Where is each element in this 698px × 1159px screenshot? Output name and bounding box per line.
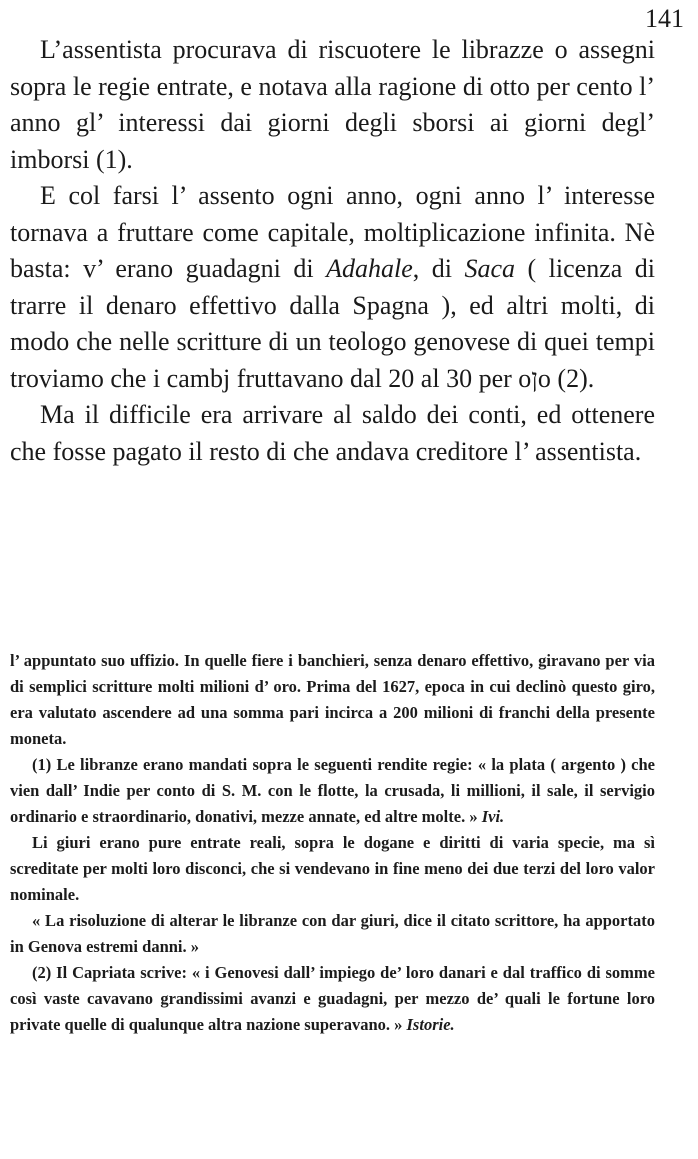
paragraph-2-part-c: ( licenza di trarre il denaro effettivo dalla Spagna ), ed altri molti, di modo che nelle scritture di un teologo genovese di quei tempi troviamo che i cambj fruttavano dal 20 al 30 per oןo (2). — [10, 254, 655, 393]
term-saca: Saca — [464, 254, 516, 283]
footnote-continuation: l’ appuntato suo uffizio. In quelle fiere i banchieri, senza denaro effettivo, giravano per via di semplici scritture molti milioni d’ oro. Prima del 1627, epoca in cui declinò questo giro, era valutato ascendere ad una somma pari incirca a 200 milioni di franchi della presente moneta. — [10, 651, 655, 748]
footnote-1-paragraph-3: « La risoluzione di alterar le libranze con dar giuri, dice il citato scrittore, ha apportato in Genova estremi danni. » — [10, 911, 655, 956]
footnote-2 — [10, 960, 655, 1038]
paragraph-3: Ma il difficile era arrivare al saldo dei conti, ed ottenere che fosse pagato il resto di che andava creditore l’ assentista. — [10, 400, 655, 466]
paragraph-2-part-a: E col farsi l’ assento ogni anno, ogni anno l’ interesse tornava a fruttare come capitale, moltiplicazione infinita. Nè basta: v’ erano guadagni di — [10, 181, 655, 283]
footnote-1-text: (1) Le libranze erano mandati sopra le seguenti rendite regie: « la plata ( argento ) che vien dall’ Indie per conto di S. M. con le flotte, la crusada, li millioni, il sale, il servigio ordinario e straordinario, donativi, mezze annate, ed altre molte. » — [10, 755, 655, 826]
footnote-2-source: Istorie. — [406, 1015, 455, 1034]
paragraph-2 — [10, 178, 655, 397]
footnotes — [10, 648, 655, 1038]
page-number: 141 — [645, 4, 684, 33]
main-text-body — [10, 32, 655, 470]
footnote-1-source: Ivi. — [481, 807, 505, 826]
paragraph-1: L’assentista procurava di riscuotere le librazze o assegni sopra le regie entrate, e notava alla ragione di otto per cento l’ anno gl’ interessi dai giorni degli sborsi ai giorni degl’ imborsi (1). — [10, 35, 655, 174]
paragraph-2-part-b: , di — [412, 254, 465, 283]
footnote-2-text: (2) Il Capriata scrive: « i Genovesi dall’ impiego de’ loro danari e dal traffico di somme così vaste cavavano grandissimi avanzi e guadagni, per mezzo de’ quali le fortune loro private quelle di qualunque altra nazione superavano. » — [10, 963, 655, 1034]
term-adahale: Adahale — [326, 254, 413, 283]
footnote-1 — [10, 752, 655, 830]
footnote-1-paragraph-2: Li giuri erano pure entrate reali, sopra le dogane e diritti di varia specie, ma sì screditate per molti loro disconci, che si vendevano in fine meno dei due terzi del loro valor nominale. — [10, 833, 655, 904]
